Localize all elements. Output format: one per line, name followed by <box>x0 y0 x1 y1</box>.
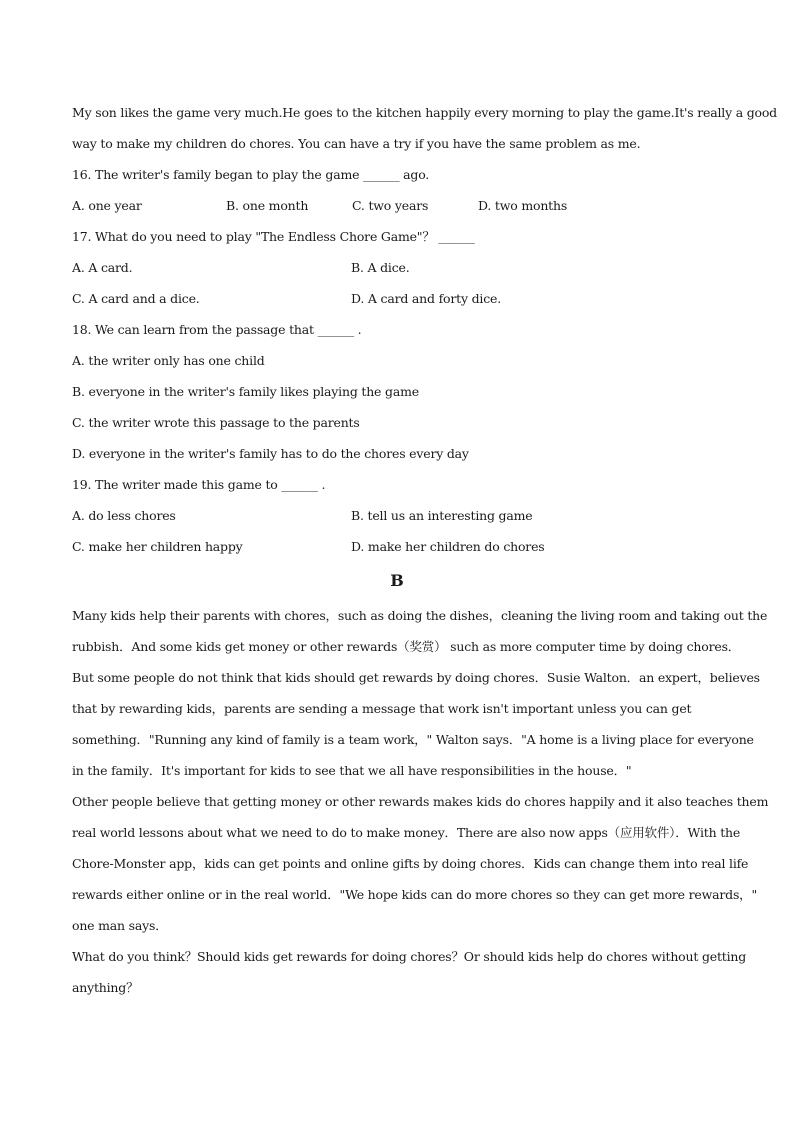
section-b-title: B <box>390 571 404 590</box>
passage-a-ending <box>72 97 777 159</box>
passage-line: way to make my children do chores. You can have a try if you have the same problem as me. <box>72 136 641 151</box>
option-c: C. the writer wrote this passage to the parents <box>72 415 360 430</box>
passage-line: Chore-Monster app，kids can get points and online gifts by doing chores．Kids can change them into real life <box>72 856 749 871</box>
option-a: A. one year <box>72 198 142 213</box>
passage-line: What do you think？Should kids get rewards for doing chores？Or should kids help do chores without getting <box>72 949 747 964</box>
option-b: B. A dice. <box>351 260 410 275</box>
document-page <box>72 97 777 1003</box>
passage-line: My son likes the game very much.He goes to the kitchen happily every morning to play the game.It's really a good <box>72 105 777 120</box>
question-stem: 18. We can learn from the passage that ______ . <box>72 322 362 337</box>
option-a: A. do less chores <box>72 508 176 523</box>
passage-line: Many kids help their parents with chores，such as doing the dishes，cleaning the living room and taking out the <box>72 608 768 623</box>
question-16 <box>72 159 732 221</box>
passage-line: But some people do not think that kids should get rewards by doing chores．Susie Walton．an expert，believes <box>72 670 760 685</box>
option-d: D. two months <box>478 198 568 213</box>
option-b: B. tell us an interesting game <box>351 508 533 523</box>
answer-options-row <box>72 252 732 283</box>
passage-line: rewards either online or in the real world．"We hope kids can do more chores so they can get more rewards，" <box>72 887 758 902</box>
option-c: C. two years <box>352 198 429 213</box>
answer-options <box>72 190 732 221</box>
answer-options-row <box>72 283 732 314</box>
passage-line: real world lessons about what we need to do to make money．There are also now apps（应用软件）．With the <box>72 825 741 840</box>
question-18 <box>72 314 732 469</box>
answer-options-row <box>72 500 732 531</box>
question-19 <box>72 469 732 562</box>
passage-line: one man says． <box>72 918 168 933</box>
answer-options-row <box>72 531 732 562</box>
passage-line: in the family．It's important for kids to see that we all have responsibilities in the house．" <box>72 763 632 778</box>
question-stem: 16. The writer's family began to play the game ______ ago. <box>72 167 430 182</box>
question-17 <box>72 221 732 314</box>
question-stem: 19. The writer made this game to ______ . <box>72 477 326 492</box>
option-d: D. A card and forty dice. <box>351 291 501 306</box>
passage-line: anything？ <box>72 980 139 995</box>
passage-b <box>72 600 769 1003</box>
option-b: B. everyone in the writer's family likes playing the game <box>72 384 419 399</box>
passage-line: Other people believe that getting money or other rewards makes kids do chores happily and it also teaches them <box>72 794 769 809</box>
passage-line: something．"Running any kind of family is a team work，" Walton says．"A home is a living place for everyone <box>72 732 754 747</box>
option-a: A. A card. <box>72 260 133 275</box>
passage-line: rubbish．And some kids get money or other rewards（奖赏） such as more computer time by doing chores． <box>72 639 741 654</box>
option-b: B. one month <box>226 198 309 213</box>
passage-line: that by rewarding kids，parents are sending a message that work isn't important unless you can get <box>72 701 692 716</box>
option-c: C. make her children happy <box>72 539 243 554</box>
option-d: D. everyone in the writer's family has to do the chores every day <box>72 446 469 461</box>
option-a: A. the writer only has one child <box>72 353 265 368</box>
option-d: D. make her children do chores <box>351 539 545 554</box>
question-stem: 17. What do you need to play "The Endless Chore Game"？ ______ <box>72 229 475 244</box>
option-c: C. A card and a dice. <box>72 291 200 306</box>
